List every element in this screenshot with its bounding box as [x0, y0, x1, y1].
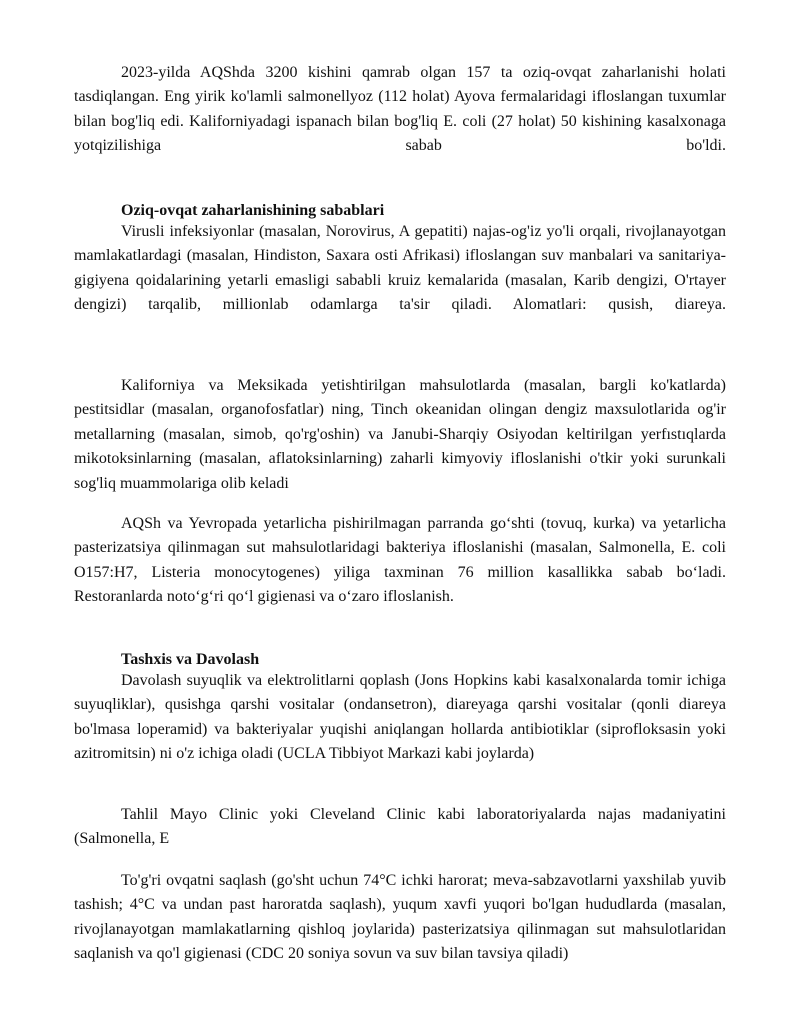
heading-causes: Oziq-ovqat zaharlanishining sabablari	[121, 202, 385, 219]
paragraph-text: Davolash suyuqlik va elektrolitlarni qoplash (Jons Hopkins kabi kasalxonalarda tomir ichiga suyuqliklar), qusishga qarshi vositalar (ondansetron), diareyaga qarshi vositalar (qonli diareya bo'lmasa loperamid) va bakteriyalar yuqishi aniqlangan hollarda antibiotiklar (siprofloksasin yoki azitromitsin) ni o'z ichiga oladi (UCLA Tibbiyot Markazi kabi joylarda)	[74, 672, 726, 763]
paragraph-text: 2023-yilda AQShda 3200 kishini qamrab olgan 157 ta oziq-ovqat zaharlanishi holati tasdiqlangan. Eng yirik ko'lamli salmonellyoz (112 holat) Ayova fermalaridagi ifloslangan tuxumlar bilan bog'liq edi. Kaliforniyadagi ispanach bilan bog'liq E. coli (27 holat) 50 kishining kasalxonaga yotqizilishiga sabab bo'ldi.	[74, 64, 726, 155]
paragraph-text: To'g'ri ovqatni saqlash (go'sht uchun 74°C ichki harorat; meva-sabzavotlarni yaxshilab yuvib tashish; 4°C va undan past haroratda saqlash), yuqum xavfi yuqori bo'lgan hududlarda (masalan, rivojlanayotgan mamlakatlarning qishloq joylarida) pasterizatsiya qilinmagan sut mahsulotlaridan saqlanish va qo'l gigienasi (CDC 20 soniya sovun va suv bilan tavsiya qiladi)	[74, 872, 726, 963]
paragraph-text: Tahlil Mayo Clinic yoki Cleveland Clinic kabi laboratoriyalarda najas madaniyatini (Salmonella, E	[74, 806, 726, 848]
paragraph-bacterial-contamination	[74, 512, 726, 610]
paragraph-diagnosis	[74, 803, 726, 852]
heading-diagnosis-treatment: Tashxis va Davolash	[121, 651, 260, 668]
paragraph-outbreaks-2023	[74, 61, 726, 159]
paragraph-prevention	[74, 869, 726, 967]
paragraph-text: AQSh va Yevropada yetarlicha pishirilmagan parranda go‘shti (tovuq, kurka) va yetarlicha pasterizatsiya qilinmagan sut mahsulotlaridagi bakteriya ifloslanishi (masalan, Salmonella, E. coli O157:H7, Listeria monocytogenes) yiliga taxminan 76 million kasallikka sabab bo‘ladi. Restoranlarda noto‘g‘ri qo‘l gigienasi va o‘zaro ifloslanish.	[74, 515, 726, 606]
paragraph-treatment	[74, 669, 726, 767]
paragraph-viral-infections	[74, 220, 726, 318]
paragraph-text: Kaliforniya va Meksikada yetishtirilgan mahsulotlarda (masalan, bargli ko'katlarda) pestitsidlar (masalan, organofosfatlar) ning, Tinch okeanidan olingan dengiz maxsulotlarida og'ir metallarning (masalan, simob, qo'rg'oshin) va Janubi-Sharqiy Osiyodan keltirilgan yerfıstıqlarda mikotoksinlarning (masalan, aflatoksinlarning) zaharli kimyoviy ifloslanishi o'tkir yoki surunkali sog'liq muammolariga olib keladi	[74, 377, 726, 492]
paragraph-text: Virusli infeksiyonlar (masalan, Norovirus, A gepatiti) najas-og'iz yo'li orqali, rivojlanayotgan mamlakatlardagi (masalan, Hindiston, Saxara osti Afrikasi) ifloslangan suv manbalari va sanitariya-gigiyena qoidalarining yetarli emasligi sababli kruiz kemalarida (masalan, Karib dengizi, O'rtayer dengizi) tarqalib, millionlab odamlarga ta'sir qiladi. Alomatlari: qusish, diareya.	[74, 223, 726, 314]
paragraph-chemical-contamination	[74, 374, 726, 496]
